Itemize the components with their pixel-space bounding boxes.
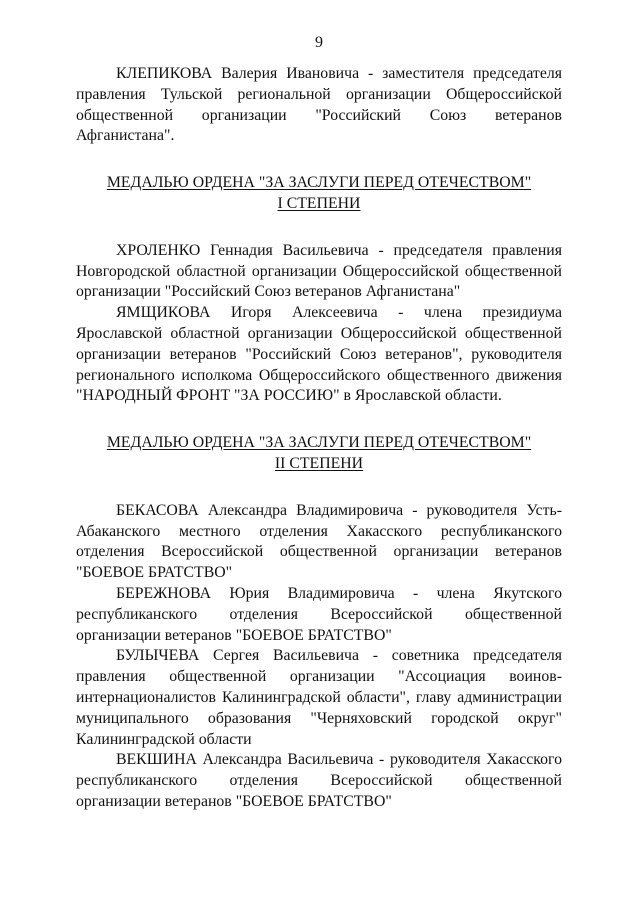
section-heading-line: I СТЕПЕНИ [277,194,361,212]
award-entry: ВЕКШИНА Александра Васильевича - руководителя Хакасского республиканского отделения Всероссийской общественной организации ветеранов "БОЕВОЕ БРАТСТВО" [76,751,562,810]
award-entry: БЕРЕЖНОВА Юрия Владимировича - члена Якутского республиканского отделения Всероссийской общественной организации ветеранов "БОЕВОЕ БРАТСТВО" [76,584,562,644]
award-entry: БЕКАСОВА Александра Владимировича - руководителя Усть-Абаканского местного отделения Хакасского республиканского отделения Всероссийской общественной организации ветеранов "БОЕВОЕ БРАТСТВО" [76,501,562,582]
section-entries-2nd-degree [76,501,562,813]
section-heading-medal-2nd-degree [76,433,562,475]
section-heading-line: II СТЕПЕНИ [274,454,364,472]
section-entries-1st-degree [76,241,562,407]
award-entry: ХРОЛЕНКО Геннадия Васильевича - председателя правления Новгородской областной организации Общероссийской общественной организации "Российский Союз ветеранов Афганистана" [76,241,562,301]
section-heading-medal-1st-degree [76,173,562,215]
award-entry: ЯМЩИКОВА Игоря Алексеевича - члена президиума Ярославской областной организации Общероссийской общественной организации ветеранов "Российский Союз ветеранов", руководителя регионального исполкома Общероссийского общественного движения "НАРОДНЫЙ ФРОНТ "ЗА РОССИЮ" в Ярославской области. [76,304,562,405]
award-entry: БУЛЫЧЕВА Сергея Васильевича - советника председателя правления общественной организации "Ассоциация воинов-интернационалистов Калининградской области", главу администрации муниципального образования "Черняховский городской округ" Калининградской области [76,647,562,748]
award-entry: КЛЕПИКОВА Валерия Ивановича - заместителя председателя правления Тульской региональной организации Общероссийской общественной организации "Российский Союз ветеранов Афганистана". [76,65,562,145]
document-body [76,64,562,813]
section-heading-line: МЕДАЛЬЮ ОРДЕНА "ЗА ЗАСЛУГИ ПЕРЕД ОТЕЧЕСТВОМ" [106,174,532,192]
page-number: 9 [315,34,323,51]
section-heading-line: МЕДАЛЬЮ ОРДЕНА "ЗА ЗАСЛУГИ ПЕРЕД ОТЕЧЕСТВОМ" [106,434,532,452]
